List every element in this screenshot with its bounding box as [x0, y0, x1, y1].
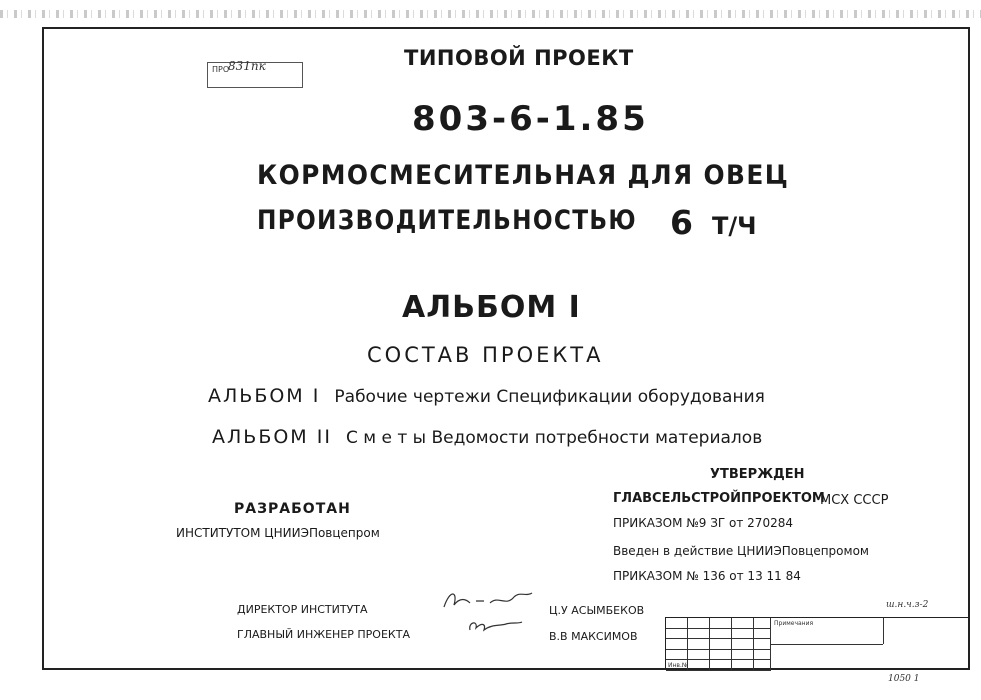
signature-name-chief-engineer: В.В МАКСИМОВ — [549, 630, 638, 643]
project-type: ТИПОВОЙ ПРОЕКТ — [404, 46, 634, 70]
title-block-note: ш.н.ч.з-2 — [886, 600, 929, 610]
composition-heading: СОСТАВ ПРОЕКТА — [367, 343, 604, 367]
developed-org: ИНСТИТУТОМ ЦНИИЭПовцепром — [176, 526, 380, 540]
title-block-tiny-label: Примечания — [774, 620, 814, 627]
archive-stamp — [207, 59, 303, 88]
title-block-main — [771, 618, 971, 671]
approved-label: УТВЕРЖДЕН — [710, 467, 805, 482]
approved-enacted: Введен в действие ЦНИИЭПовцепромом — [613, 544, 869, 558]
capacity-unit: Т/Ч — [712, 212, 757, 240]
album-item-2-contents: С м е т ы Ведомости потребности материалов — [346, 428, 763, 448]
signature-name-director: Ц.У АСЫМБЕКОВ — [549, 604, 645, 617]
title-block-bottom-label: Инв.№ — [668, 662, 689, 669]
approved-order-1: ПРИКАЗОМ №9 ЗГ от 270284 — [613, 516, 793, 530]
signature-role-chief-engineer: ГЛАВНЫЙ ИНЖЕНЕР ПРОЕКТА — [237, 628, 410, 641]
album-item-2 — [212, 426, 762, 448]
approved-body: ГЛАВСЕЛЬСТРОЙПРОЕКТОМ — [613, 491, 825, 506]
signature-director — [440, 587, 540, 615]
album-heading: АЛЬБОМ І — [402, 290, 581, 325]
stamp-label: ПРО — [212, 65, 230, 74]
album-item-2-name: АЛЬБОМ ІІ — [212, 426, 332, 448]
scan-artifact-top — [0, 10, 981, 18]
signature-role-director: ДИРЕКТОР ИНСТИТУТА — [237, 603, 368, 616]
capacity-value: 6 — [670, 203, 693, 242]
stamp-handwritten-number: 831пк — [228, 59, 266, 73]
approved-order-2: ПРИКАЗОМ № 136 от 13 11 84 — [613, 569, 801, 583]
developed-label: РАЗРАБОТАН — [234, 501, 351, 517]
project-number: 803-6-1.85 — [412, 99, 649, 139]
album-item-1-name: АЛЬБОМ І — [208, 385, 321, 407]
album-item-1 — [208, 385, 765, 407]
title-line-1: КОРМОСМЕСИТЕЛЬНАЯ ДЛЯ ОВЕЦ — [257, 160, 790, 191]
title-line-2-prefix: ПРОИЗВОДИТЕЛЬНОСТЬЮ — [257, 205, 637, 236]
approved-ministry: МСХ СССР — [820, 493, 889, 508]
album-item-1-contents: Рабочие чертежи Спецификации оборудования — [334, 387, 765, 407]
title-line-2 — [257, 205, 699, 236]
sheet-reference: 1050 1 — [888, 674, 920, 684]
title-block — [665, 617, 970, 670]
signature-chief-engineer — [466, 614, 526, 638]
